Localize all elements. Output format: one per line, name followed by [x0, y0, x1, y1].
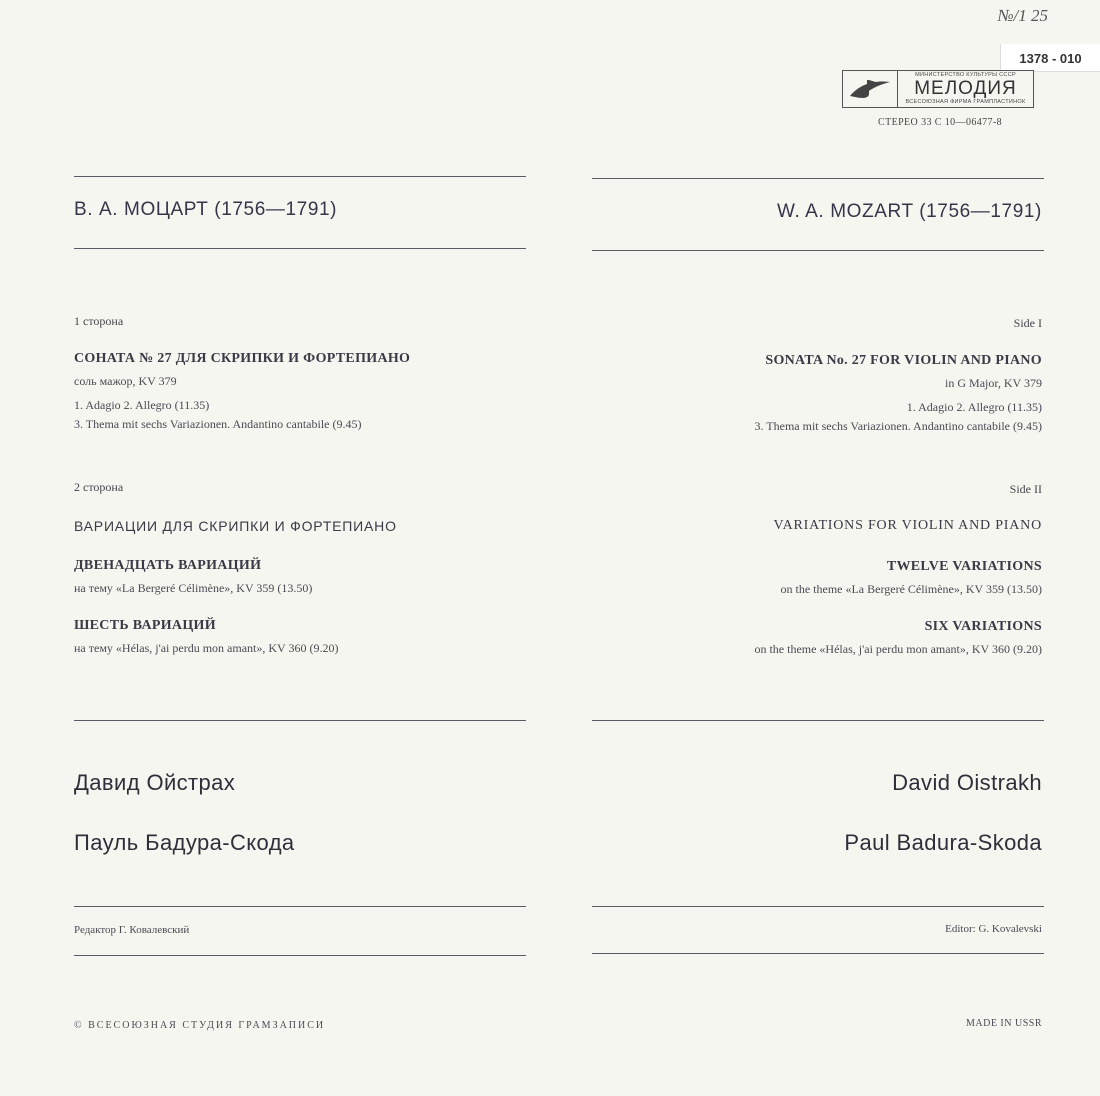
side2-label-ru: 2 сторона [74, 480, 124, 494]
logo-company-text: ВСЕСОЮЗНАЯ ФИРМА ГРАМПЛАСТИНОК [905, 99, 1026, 105]
twelve-variations-title-ru: ДВЕНАДЦАТЬ ВАРИАЦИЙ [74, 558, 262, 573]
melodiya-note-icon [843, 71, 898, 107]
divider [74, 248, 526, 249]
artist-piano-en: Paul Badura-Skoda [844, 830, 1042, 855]
side2-label-en: Side II [1009, 482, 1042, 496]
catalog-sticker: 1378 - 010 [1000, 44, 1100, 72]
editor-ru: Редактор Г. Ковалевский [74, 924, 190, 936]
composer-heading-ru: В. А. МОЦАРТ (1756—1791) [74, 199, 338, 220]
editor-en: Editor: G. Kovalevski [945, 923, 1042, 935]
divider [592, 720, 1044, 721]
six-variations-title-en: SIX VARIATIONS [924, 619, 1042, 634]
six-variations-detail-ru: на тему «Hélas, j'ai perdu mon amant», KV 360 (9.20) [74, 641, 339, 655]
logo-brand-name: МЕЛОДИЯ [914, 78, 1017, 99]
sonata-movement3-en: 3. Thema mit sechs Variazionen. Andantino cantabile (9.45) [754, 419, 1042, 433]
divider [74, 176, 526, 177]
sonata-movement3-ru: 3. Thema mit sechs Variazionen. Andantino cantabile (9.45) [74, 417, 362, 431]
side1-label-en: Side I [1013, 316, 1042, 330]
sonata-movements-en: 1. Adagio 2. Allegro (11.35) [906, 400, 1042, 414]
sonata-key-en: in G Major, KV 379 [945, 376, 1042, 390]
divider [592, 953, 1044, 954]
divider [74, 906, 526, 907]
studio-credit: © ВСЕСОЮЗНАЯ СТУДИЯ ГРАМЗАПИСИ [74, 1020, 326, 1031]
divider [74, 720, 526, 721]
logo-ministry-text: МИНИСТЕРСТВО КУЛЬТУРЫ СССР [915, 72, 1016, 78]
composer-heading-en: W. A. MOZART (1756—1791) [776, 201, 1042, 222]
record-number: СТЕРЕО 33 С 10—06477-8 [878, 117, 1003, 128]
divider [592, 250, 1044, 251]
twelve-variations-title-en: TWELVE VARIATIONS [886, 559, 1042, 574]
made-in-ussr: MADE IN USSR [965, 1018, 1042, 1029]
six-variations-detail-en: on the theme «Hélas, j'ai perdu mon amant», KV 360 (9.20) [754, 642, 1042, 656]
artist-piano-ru: Пауль Бадура-Скода [74, 830, 295, 855]
handwritten-note: №/1 25 [997, 6, 1048, 25]
sonata-title-en: SONATA No. 27 FOR VIOLIN AND PIANO [765, 353, 1042, 368]
sonata-key-ru: соль мажор, KV 379 [74, 374, 177, 388]
side1-label-ru: 1 сторона [74, 314, 124, 328]
artist-violin-ru: Давид Ойстрах [74, 770, 236, 795]
sonata-title-ru: СОНАТА № 27 ДЛЯ СКРИПКИ И ФОРТЕПИАНО [74, 351, 411, 366]
variations-title-ru: ВАРИАЦИИ ДЛЯ СКРИПКИ И ФОРТЕПИАНО [74, 518, 397, 534]
melodiya-logo [842, 70, 1034, 108]
artist-violin-en: David Oistrakh [892, 770, 1042, 795]
twelve-variations-detail-en: on the theme «La Bergeré Célimène», KV 359 (13.50) [780, 582, 1042, 596]
six-variations-title-ru: ШЕСТЬ ВАРИАЦИЙ [74, 618, 216, 633]
divider [592, 906, 1044, 907]
divider [74, 955, 526, 956]
twelve-variations-detail-ru: на тему «La Bergeré Célimène», KV 359 (13.50) [74, 581, 313, 595]
variations-title-en: VARIATIONS FOR VIOLIN AND PIANO [773, 518, 1042, 533]
divider [592, 178, 1044, 179]
sonata-movements-ru: 1. Adagio 2. Allegro (11.35) [74, 398, 210, 412]
